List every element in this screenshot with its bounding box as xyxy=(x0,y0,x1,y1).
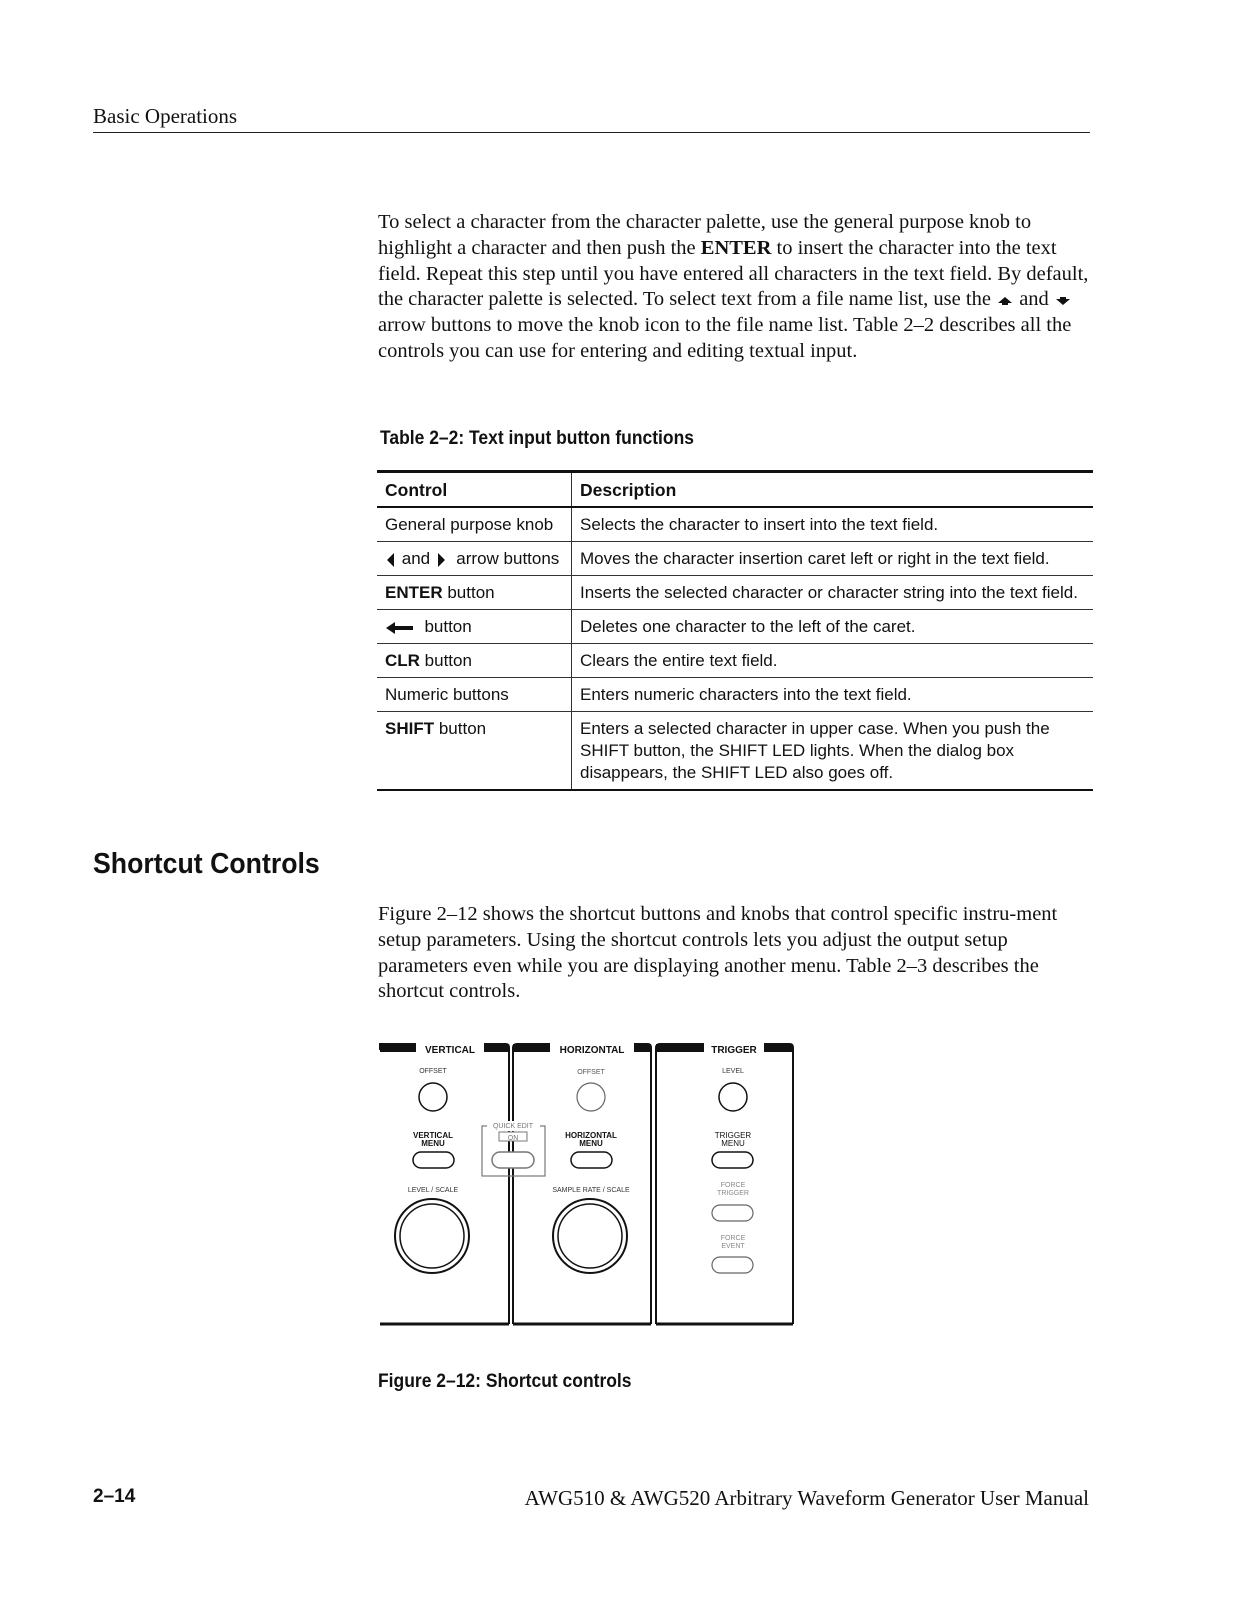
force-trigger-label-2: TRIGGER xyxy=(717,1190,749,1197)
column-header-control: Control xyxy=(377,472,572,508)
description-cell: Inserts the selected character or character string into the text field. xyxy=(572,576,1094,610)
vertical-menu-button[interactable] xyxy=(413,1152,454,1168)
vertical-knob-label: LEVEL / SCALE xyxy=(407,1187,459,1194)
table-row xyxy=(377,678,1093,712)
manual-title: AWG510 & AWG520 Arbitrary Waveform Generator User Manual xyxy=(524,1486,1089,1510)
control-cell: ENTER button xyxy=(377,576,572,610)
control-cell: Numeric buttons xyxy=(377,678,572,712)
table-row xyxy=(377,507,1093,542)
enter-keyword: ENTER xyxy=(700,236,772,259)
backspace-arrow-icon xyxy=(385,621,415,635)
trigger-menu-label: TRIGGER xyxy=(714,1131,752,1140)
horizontal-menu-label-2: MENU xyxy=(579,1139,603,1148)
horizontal-menu-label: HORIZONTAL xyxy=(565,1131,617,1140)
trigger-level-knob[interactable] xyxy=(719,1083,747,1111)
table-row xyxy=(377,712,1093,791)
force-trigger-button[interactable] xyxy=(712,1205,753,1221)
page-number: 2–14 xyxy=(93,1486,136,1507)
quick-edit-button[interactable] xyxy=(492,1152,534,1168)
force-trigger-label: FORCE xyxy=(720,1182,746,1189)
horizontal-offset-knob[interactable] xyxy=(577,1083,605,1111)
force-event-label-2: EVENT xyxy=(721,1243,745,1250)
shortcut-controls-figure xyxy=(376,1042,798,1332)
trigger-title: TRIGGER xyxy=(711,1045,757,1056)
description-cell: Enters a selected character in upper case. When you push the SHIFT button, the SHIFT LED lights. When the dialog box disappears, the SHIFT LED also goes off. xyxy=(572,712,1094,791)
trigger-menu-label-2: MENU xyxy=(721,1139,745,1148)
right-arrow-icon xyxy=(435,552,447,568)
sample-rate-scale-knob[interactable] xyxy=(553,1199,627,1273)
horizontal-menu-button[interactable] xyxy=(571,1152,612,1168)
force-event-label: FORCE xyxy=(720,1235,746,1242)
description-cell: Selects the character to insert into the text field. xyxy=(572,507,1094,542)
level-scale-knob[interactable] xyxy=(395,1199,469,1273)
table-row xyxy=(377,610,1093,644)
vertical-menu-label: VERTICAL xyxy=(413,1131,453,1140)
control-cell: SHIFT button xyxy=(377,712,572,791)
down-arrow-icon xyxy=(1054,295,1072,307)
control-cell: CLR button xyxy=(377,644,572,678)
text-input-table xyxy=(377,470,1093,791)
table-row xyxy=(377,644,1093,678)
vertical-title: VERTICAL xyxy=(425,1045,475,1056)
horizontal-title: HORIZONTAL xyxy=(559,1045,625,1056)
column-header-description: Description xyxy=(572,472,1094,508)
control-cell: General purpose knob xyxy=(377,507,572,542)
trigger-menu-button[interactable] xyxy=(712,1152,753,1168)
control-cell: and arrow buttons xyxy=(377,542,572,576)
intro-paragraph: To select a character from the character palette, use the general purpose knob to highlight a character and then push the ENTER to insert the character into the text field. Repeat this step until you have entered all characters in the text field. By default, the character palette is selected. To select text from a file name list, use the and arrow buttons to move the knob icon to the file name list. Table 2–2 describes all the controls you can use for entering and editing textual input. xyxy=(378,211,1089,362)
description-cell: Deletes one character to the left of the caret. xyxy=(572,610,1094,644)
description-cell: Moves the character insertion caret left or right in the text field. xyxy=(572,542,1094,576)
force-event-button[interactable] xyxy=(712,1257,753,1273)
table-caption: Table 2–2: Text input button functions xyxy=(380,428,694,449)
trigger-level-label: LEVEL xyxy=(722,1068,744,1075)
left-arrow-icon xyxy=(385,552,397,568)
horizontal-knob-label: SAMPLE RATE / SCALE xyxy=(552,1187,630,1194)
section-title: Shortcut Controls xyxy=(93,848,320,880)
description-cell: Clears the entire text field. xyxy=(572,644,1094,678)
up-arrow-icon xyxy=(996,295,1014,307)
table-row xyxy=(377,542,1093,576)
shortcut-paragraph: Figure 2–12 shows the shortcut buttons and knobs that control specific instru-ment setup parameters. Using the shortcut controls lets you adjust the output setup parameters even while you are displaying another menu. Table 2–3 describes the shortcut controls. xyxy=(378,903,1058,1003)
quick-edit-on-label: ON xyxy=(507,1135,519,1142)
vertical-panel xyxy=(380,1044,509,1324)
table-row xyxy=(377,576,1093,610)
vertical-offset-knob[interactable] xyxy=(419,1083,447,1111)
figure-caption: Figure 2–12: Shortcut controls xyxy=(378,1371,632,1392)
horizontal-offset-label: OFFSET xyxy=(577,1069,605,1076)
vertical-menu-label-2: MENU xyxy=(421,1139,445,1148)
vertical-offset-label: OFFSET xyxy=(419,1068,447,1075)
quick-edit-label: QUICK EDIT xyxy=(492,1123,534,1130)
control-cell: button xyxy=(377,610,572,644)
description-cell: Enters numeric characters into the text field. xyxy=(572,678,1094,712)
running-head: Basic Operations xyxy=(93,104,1090,133)
table-header-row xyxy=(377,472,1093,508)
